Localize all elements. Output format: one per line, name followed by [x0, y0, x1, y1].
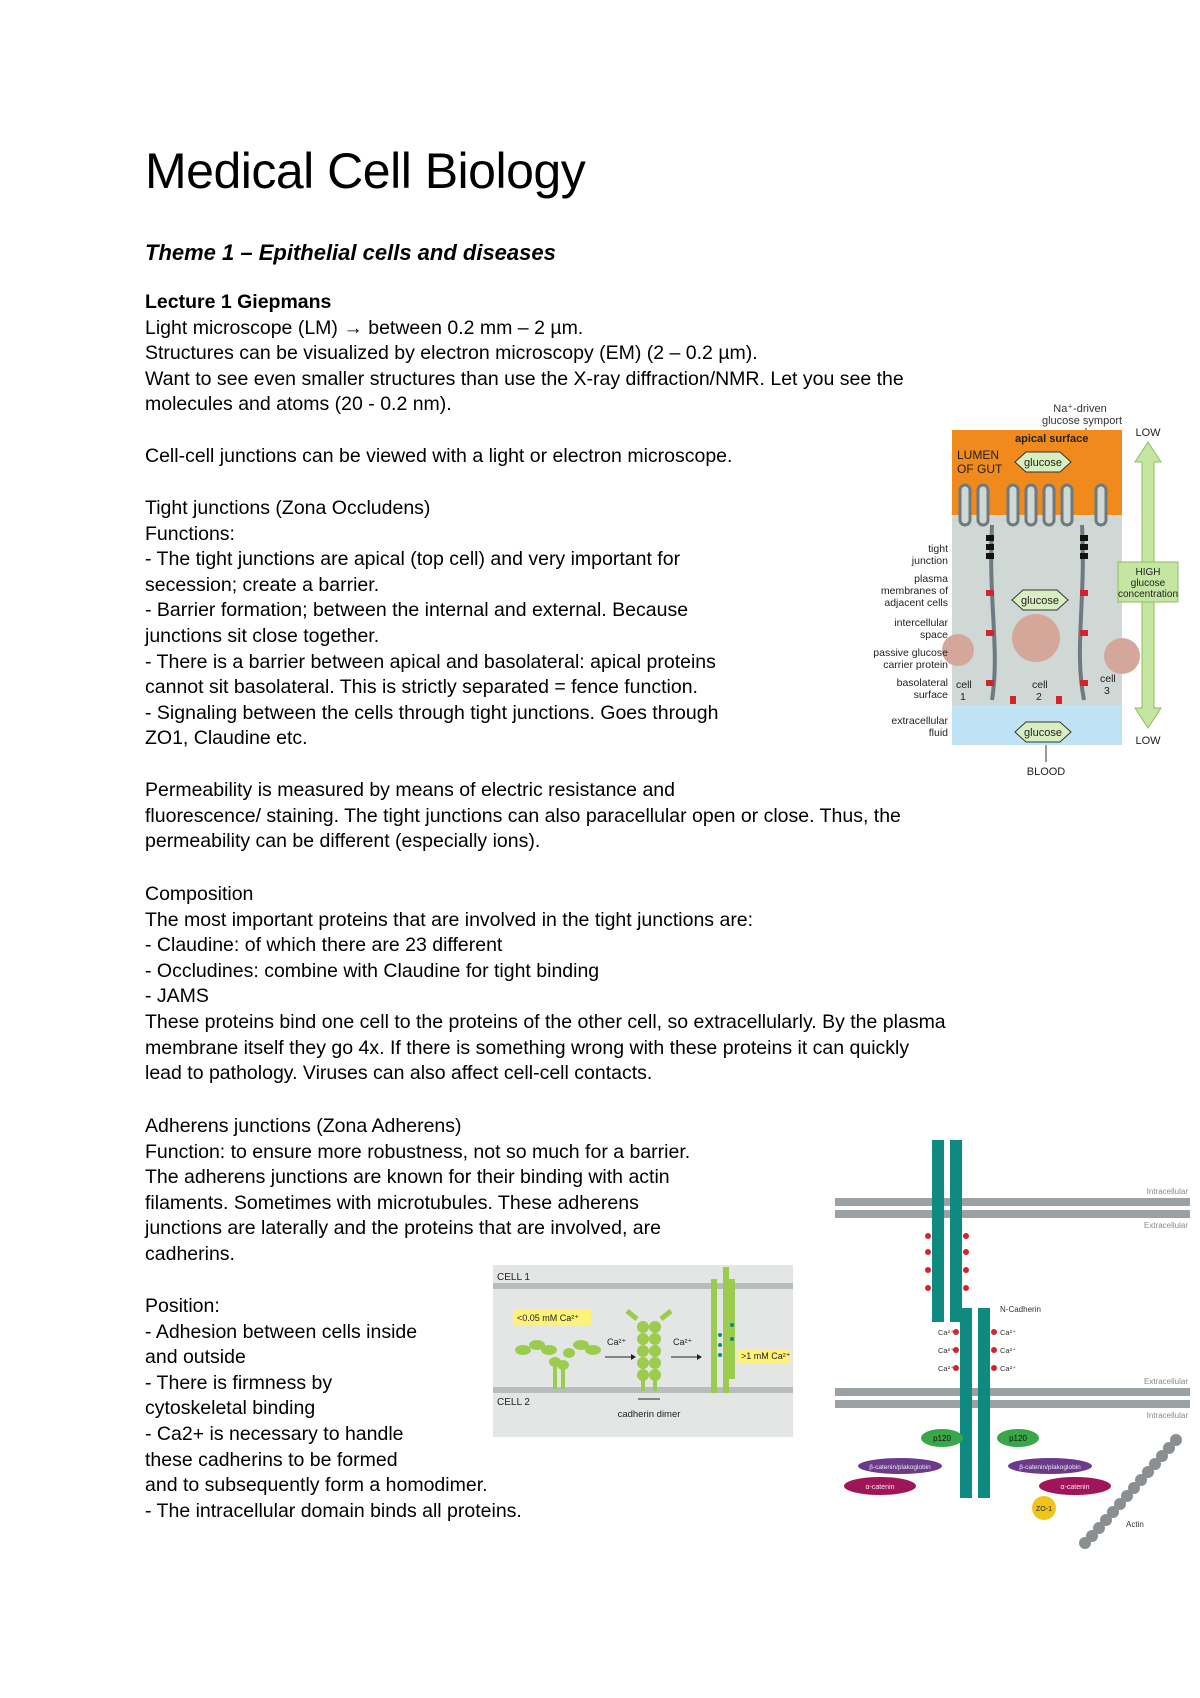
- text-line: filaments. Sometimes with microtubules. These adherens: [145, 1191, 639, 1214]
- ca-labels: [938, 1328, 1016, 1373]
- permeability-section: [145, 778, 901, 855]
- text-line: junctions are laterally and the proteins that are involved, are: [145, 1217, 661, 1240]
- text-line: Function: to ensure more robustness, not so much for a barrier.: [145, 1140, 691, 1163]
- text-line: Want to see even smaller structures than use the X-ray diffraction/NMR. Let you see the: [145, 367, 904, 390]
- text-line: - Signaling between the cells through tight junctions. Goes through: [145, 701, 719, 724]
- svg-text:space: space: [919, 629, 948, 641]
- low-label: LOW: [1135, 427, 1161, 439]
- glucose-tag: [1015, 452, 1071, 472]
- section-heading: Composition: [145, 883, 254, 905]
- svg-text:2: 2: [1036, 691, 1042, 703]
- svg-text:basolateral: basolateral: [896, 677, 948, 689]
- svg-text:glucose: glucose: [1024, 457, 1062, 469]
- svg-text:glucose: glucose: [1024, 727, 1062, 739]
- svg-text:junction: junction: [911, 555, 948, 567]
- text-line: and to subsequently form a homodimer.: [145, 1474, 488, 1497]
- svg-text:Ca²⁺: Ca²⁺: [938, 1364, 955, 1373]
- glucose-tag: [1015, 722, 1071, 742]
- lumen-label: OF GUT: [957, 462, 1003, 476]
- text-line: and outside: [145, 1346, 246, 1369]
- cadherin-dimer-figure: [493, 1265, 793, 1437]
- p120-protein: [921, 1429, 963, 1447]
- low-ca-label: <0.05 mM Ca²⁺: [517, 1313, 580, 1323]
- lecture-section: [145, 290, 904, 418]
- svg-text:ZO-1: ZO-1: [1036, 1506, 1052, 1513]
- svg-text:α-catenin: α-catenin: [1060, 1484, 1090, 1491]
- text-line: cadherins.: [145, 1242, 235, 1265]
- actin-label: Actin: [1126, 1520, 1144, 1529]
- extracellular-label: Extracellular: [1143, 1221, 1188, 1230]
- section-heading: Adherens junctions (Zona Adherens): [145, 1115, 462, 1137]
- composition-section: [145, 882, 946, 1087]
- svg-text:Ca²⁺: Ca²⁺: [938, 1346, 955, 1355]
- svg-text:p120: p120: [1009, 1434, 1027, 1443]
- text-line: - Ca2+ is necessary to handle: [145, 1422, 404, 1445]
- p120-protein: [997, 1429, 1039, 1447]
- svg-text:1: 1: [960, 691, 966, 703]
- high-ca-label: >1 mM Ca²⁺: [741, 1351, 791, 1361]
- text-line: The most important proteins that are involved in the tight junctions are:: [145, 908, 754, 931]
- svg-text:passive glucose: passive glucose: [873, 647, 948, 659]
- svg-text:α-catenin: α-catenin: [865, 1484, 895, 1491]
- svg-text:membranes of: membranes of: [880, 585, 948, 597]
- na-symport-label: Na⁺-driven: [1053, 403, 1107, 415]
- text-line: - There is firmness by: [145, 1371, 333, 1394]
- svg-text:tight: tight: [928, 543, 948, 555]
- svg-text:fluid: fluid: [928, 727, 948, 739]
- intracellular-label: Intracellular: [1146, 1411, 1188, 1420]
- page-title: Medical Cell Biology: [145, 143, 586, 199]
- high-label: HIGH: [1135, 567, 1161, 578]
- svg-text:extracellular: extracellular: [891, 715, 948, 727]
- text-line: - Claudine: of which there are 23 different: [145, 934, 503, 957]
- svg-text:glucose: glucose: [1021, 595, 1059, 607]
- text-line: permeability can be different (especially ions).: [145, 830, 541, 853]
- glucose-transport-figure: [860, 400, 1179, 785]
- text-line: These proteins bind one cell to the proteins of the other cell, so extracellularly. By the plasma: [145, 1010, 946, 1033]
- lumen-label: LUMEN: [957, 448, 1000, 462]
- text-line: Permeability is measured by means of electric resistance and: [145, 779, 675, 801]
- blood-label: BLOOD: [1026, 766, 1066, 778]
- ca-label: Ca²⁺: [673, 1337, 693, 1347]
- junctions-intro: [145, 444, 732, 470]
- text-line: - Barrier formation; between the internal and external. Because: [145, 599, 689, 622]
- svg-text:surface: surface: [913, 689, 948, 701]
- zo1-protein: [1032, 1496, 1056, 1520]
- text-line: The adherens junctions are known for their binding with actin: [145, 1166, 670, 1189]
- svg-text:intercellular: intercellular: [894, 617, 948, 629]
- svg-text:cell: cell: [956, 679, 972, 691]
- text-line: - JAMS: [145, 985, 209, 1008]
- text-line: membrane itself they go 4x. If there is something wrong with these proteins it can quickly: [145, 1036, 910, 1059]
- text-line: Functions:: [145, 522, 235, 545]
- ncadherin-label: N-Cadherin: [1000, 1305, 1041, 1314]
- svg-text:plasma: plasma: [914, 573, 948, 585]
- nucleus: [1104, 638, 1140, 674]
- alpha-catenin-protein: [844, 1477, 916, 1495]
- alpha-catenin-protein: [1039, 1477, 1111, 1495]
- svg-text:cell: cell: [1100, 673, 1116, 685]
- text-line: fluorescence/ staining. The tight junctions can also paracellular open or close. Thus, the: [145, 804, 901, 827]
- section-heading: Position:: [145, 1295, 220, 1317]
- text-line: cannot sit basolateral. This is strictly separated = fence function.: [145, 676, 698, 699]
- beta-catenin-protein: [1008, 1458, 1092, 1474]
- tight-junctions-section: [145, 496, 718, 752]
- beta-catenin-protein: [858, 1458, 942, 1474]
- section-heading: Tight junctions (Zona Occludens): [145, 497, 431, 519]
- intracellular-label: Intracellular: [1146, 1187, 1188, 1196]
- glucose-tag: [1012, 590, 1068, 610]
- high-label: glucose: [1130, 578, 1166, 589]
- svg-text:adjacent cells: adjacent cells: [884, 597, 948, 609]
- text-line: these cadherins to be formed: [145, 1448, 398, 1471]
- adherens-section: [145, 1114, 690, 1268]
- text-line: molecules and atoms (20 - 0.2 nm).: [145, 393, 452, 416]
- position-section: [145, 1294, 522, 1524]
- text-line: secession; create a barrier.: [145, 573, 380, 596]
- svg-text:Ca²⁺: Ca²⁺: [938, 1328, 955, 1337]
- svg-text:3: 3: [1104, 685, 1110, 697]
- svg-text:Ca²⁺: Ca²⁺: [1000, 1328, 1017, 1337]
- text-line: cytoskeletal binding: [145, 1397, 316, 1420]
- nucleus: [1012, 614, 1060, 662]
- cell2-label: CELL 2: [497, 1397, 530, 1408]
- n-cadherin-figure: [830, 1140, 1195, 1550]
- cadherin-adhesion: [711, 1267, 735, 1393]
- svg-text:cell: cell: [1032, 679, 1048, 691]
- svg-text:Ca²⁺: Ca²⁺: [1000, 1364, 1017, 1373]
- high-label: concentration: [1117, 589, 1179, 600]
- text-line: - The tight junctions are apical (top cell) and very important for: [145, 548, 681, 571]
- lecture-heading: Lecture 1 Giepmans: [145, 291, 332, 313]
- figure-labels: [873, 543, 948, 739]
- text-line: - Occludines: combine with Claudine for tight binding: [145, 959, 600, 982]
- svg-text:carrier protein: carrier protein: [883, 659, 948, 671]
- ca-label: Ca²⁺: [607, 1337, 627, 1347]
- text-line: - The intracellular domain binds all proteins.: [145, 1499, 522, 1522]
- text-line: lead to pathology. Viruses can also affect cell-cell contacts.: [145, 1062, 653, 1085]
- text-line: Light microscope (LM) → between 0.2 mm – 2 µm.: [145, 316, 584, 339]
- svg-text:β-catenin/plakoglobin: β-catenin/plakoglobin: [1019, 1464, 1081, 1471]
- text-line: Structures can be visualized by electron microscopy (EM) (2 – 0.2 µm).: [145, 342, 758, 365]
- text-line: ZO1, Claudine etc.: [145, 727, 308, 750]
- text-line: Cell-cell junctions can be viewed with a light or electron microscope.: [145, 445, 733, 467]
- cell1-label: CELL 1: [497, 1272, 530, 1283]
- text-line: - There is a barrier between apical and basolateral: apical proteins: [145, 650, 716, 673]
- apical-surface-label: apical surface: [1015, 433, 1089, 445]
- svg-text:β-catenin/plakoglobin: β-catenin/plakoglobin: [869, 1464, 931, 1471]
- theme-heading: Theme 1 – Epithelial cells and diseases: [145, 240, 556, 265]
- low-label: LOW: [1135, 735, 1161, 747]
- dimer-label: cadherin dimer: [617, 1409, 681, 1420]
- extracellular-label: Extracellular: [1143, 1377, 1188, 1386]
- svg-text:Ca²⁺: Ca²⁺: [1000, 1346, 1017, 1355]
- text-line: junctions sit close together.: [145, 624, 380, 647]
- membrane: [835, 1198, 1190, 1408]
- svg-text:p120: p120: [933, 1434, 951, 1443]
- text-line: - Adhesion between cells inside: [145, 1320, 418, 1343]
- na-symport-label: glucose symport: [1041, 415, 1123, 427]
